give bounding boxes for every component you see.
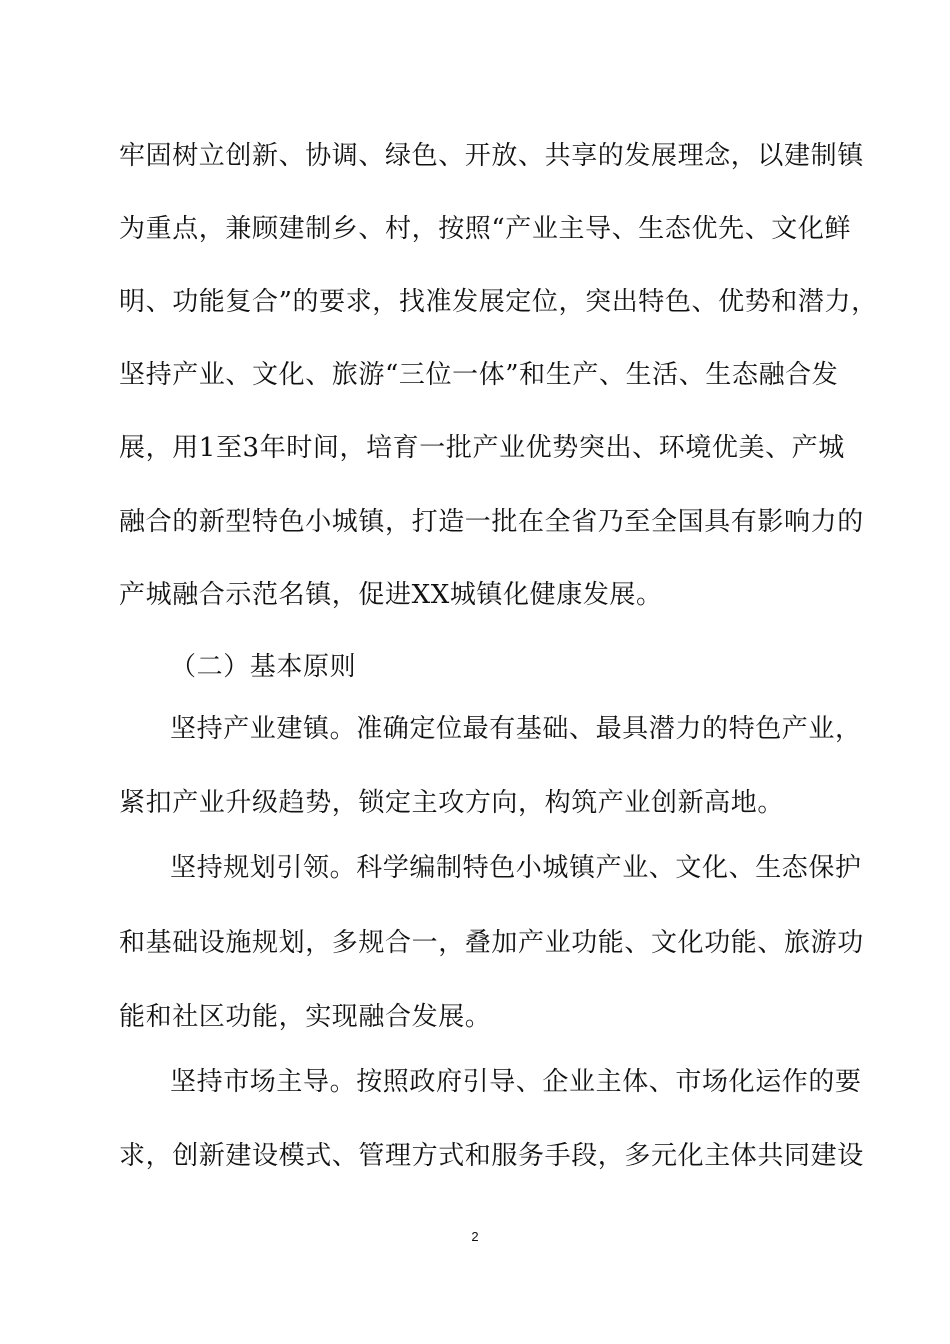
body-text-line: 坚持市场主导。按照政府引导、企业主体、市场化运作的要 (170, 1067, 862, 1097)
body-text-line: 坚持规划引领。科学编制特色小城镇产业、文化、生态保护 (170, 853, 862, 883)
body-text-line: 坚持产业、文化、旅游“三位一体”和生产、生活、生态融合发 (119, 360, 839, 390)
section-heading: （二）基本原则 (170, 652, 357, 682)
body-text-line: 能和社区功能，实现融合发展。 (119, 1002, 492, 1032)
body-text-line: 求，创新建设模式、管理方式和服务手段，多元化主体共同建设 (119, 1141, 864, 1171)
body-text-line: 产城融合示范名镇，促进XX城镇化健康发展。 (119, 580, 663, 610)
body-text-line: 坚持产业建镇。准确定位最有基础、最具潜力的特色产业， (170, 714, 862, 744)
body-text-line: 为重点，兼顾建制乡、村，按照“产业主导、生态优先、文化鲜 (119, 214, 852, 244)
body-text-line: 融合的新型特色小城镇，打造一批在全省乃至全国具有影响力的 (119, 507, 864, 537)
body-text-line: 牢固树立创新、协调、绿色、开放、共享的发展理念，以建制镇 (119, 141, 864, 171)
body-text-line: 展，用1至3年时间，培育一批产业优势突出、环境优美、产城 (119, 433, 845, 463)
page-number: 2 (471, 1229, 479, 1244)
body-text-line: 和基础设施规划，多规合一，叠加产业功能、文化功能、旅游功 (119, 928, 864, 958)
body-text-line: 紧扣产业升级趋势，锁定主攻方向，构筑产业创新高地。 (119, 788, 785, 818)
body-text-line: 明、功能复合”的要求，找准发展定位，突出特色、优势和潜力， (119, 287, 878, 317)
